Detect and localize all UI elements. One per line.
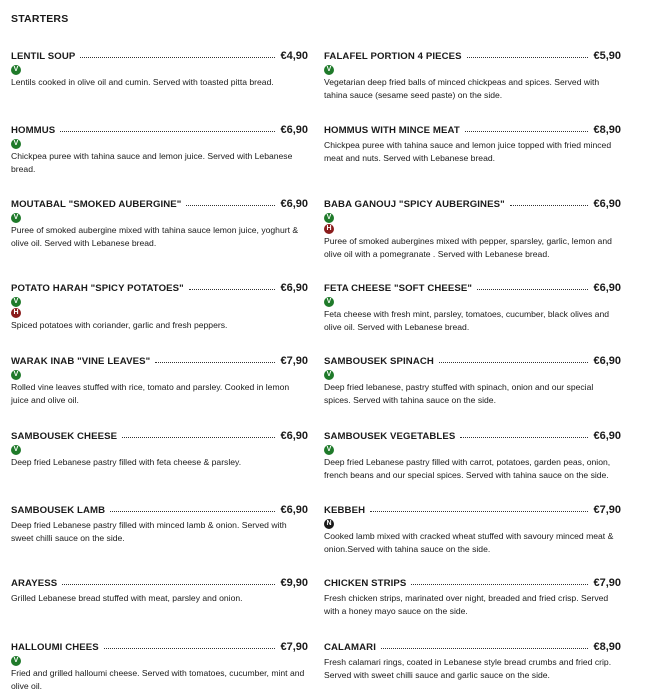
dietary-badges <box>324 370 621 380</box>
menu-item-name: HALLOUMI CHEES <box>11 641 99 653</box>
menu-item-price: €6,90 <box>593 430 621 442</box>
dot-leader <box>381 648 589 649</box>
menu-item-header <box>11 48 308 64</box>
vegetarian-badge-icon: V <box>324 65 334 75</box>
vegetarian-badge-icon: V <box>324 297 334 307</box>
menu-item-name: SAMBOUSEK SPINACH <box>324 355 434 367</box>
vegetarian-badge-icon: V <box>324 213 334 223</box>
vegetarian-badge-icon: V <box>11 445 21 455</box>
dot-leader <box>510 205 589 206</box>
vegetarian-badge-icon: V <box>11 370 21 380</box>
dietary-badges <box>11 139 308 149</box>
dot-leader <box>477 289 588 290</box>
dot-leader <box>465 131 589 132</box>
dot-leader <box>186 205 275 206</box>
menu-item <box>11 639 308 693</box>
menu-item-name: SAMBOUSEK VEGETABLES <box>324 430 456 442</box>
menu-item-price: €7,90 <box>593 504 621 516</box>
menu-item-name: HOMMUS WITH MINCE MEAT <box>324 124 460 136</box>
menu-item-description: Deep fried lebanese, pastry stuffed with spinach, onion and our special spices. Served with tahina sauce on the side. <box>324 382 594 405</box>
dot-leader <box>411 584 588 585</box>
dot-leader <box>60 131 275 132</box>
menu-item <box>324 502 621 556</box>
vegetarian-badge-icon: V <box>11 139 21 149</box>
dot-leader <box>80 57 275 58</box>
menu-item <box>11 122 308 176</box>
vegetarian-badge-icon: V <box>324 370 334 380</box>
menu-item <box>324 353 621 407</box>
menu-item-header <box>324 196 621 212</box>
menu-item-header <box>324 280 621 296</box>
menu-item-header <box>11 502 308 518</box>
dietary-badges <box>11 297 308 318</box>
menu-item-description: Deep fried Lebanese pastry filled with feta cheese & parsley. <box>11 457 242 467</box>
dot-leader <box>370 511 588 512</box>
menu-item-name: FALAFEL PORTION 4 PIECES <box>324 50 462 62</box>
menu-item-price: €6,90 <box>593 355 621 367</box>
dietary-badges <box>324 297 621 307</box>
dot-leader <box>155 362 275 363</box>
menu-item-description: Fried and grilled halloumi cheese. Served with tomatoes, cucumber, mint and olive oil. <box>11 668 305 691</box>
dot-leader <box>110 511 275 512</box>
menu-item-header <box>11 575 308 591</box>
menu-item-price: €7,90 <box>280 355 308 367</box>
menu-item <box>324 122 621 165</box>
menu-item-name: CHICKEN STRIPS <box>324 577 407 589</box>
menu-item-name: KEBBEH <box>324 504 366 516</box>
dot-leader <box>62 584 275 585</box>
menu-item-description: Puree of smoked aubergines mixed with pepper, sparsley, garlic, lemon and olive oil with a pomegranate . Served with Lebanese bread. <box>324 236 612 259</box>
menu-item-description: Grilled Lebanese bread stuffed with meat, parsley and onion. <box>11 593 243 603</box>
menu-item-description: Cooked lamb mixed with cracked wheat stuffed with savoury minced meat & onion.Served with tahina sauce on the side. <box>324 531 614 554</box>
nuts-badge-icon: N <box>324 519 334 529</box>
menu-item-price: €6,90 <box>593 198 621 210</box>
dietary-badges <box>324 519 621 529</box>
vegetarian-badge-icon: V <box>11 297 21 307</box>
menu-item-header <box>324 575 621 591</box>
dietary-badges <box>324 213 621 234</box>
menu-item-header <box>324 353 621 369</box>
menu-item-name: FETA CHEESE "SOFT CHEESE" <box>324 282 473 294</box>
vegetarian-badge-icon: V <box>324 445 334 455</box>
dietary-badges <box>11 656 308 666</box>
menu-item-header <box>11 280 308 296</box>
vegetarian-badge-icon: V <box>11 656 21 666</box>
menu-item-name: HOMMUS <box>11 124 56 136</box>
menu-item-name: MOUTABAL "SMOKED AUBERGINE" <box>11 198 182 210</box>
menu-item-description: Feta cheese with fresh mint, parsley, tomatoes, cucumber, black olives and olive oil. Served with Lebanese bread. <box>324 309 609 332</box>
menu-item-price: €7,90 <box>280 641 308 653</box>
menu-item-price: €6,90 <box>280 124 308 136</box>
dietary-badges <box>11 213 308 223</box>
menu-item-header <box>324 639 621 655</box>
dietary-badges <box>324 445 621 455</box>
menu-item-price: €7,90 <box>593 577 621 589</box>
menu-item <box>11 353 308 407</box>
menu-item-header <box>11 428 308 444</box>
menu-item <box>11 280 308 332</box>
menu-item-description: Deep fried Lebanese pastry filled with carrot, potatoes, garden peas, onion, french beans and our special spices. Served with tahina sauce on the side. <box>324 457 611 480</box>
dietary-badges <box>11 370 308 380</box>
menu-item <box>11 196 308 250</box>
menu-item <box>11 48 308 89</box>
menu-item-description: Fresh chicken strips, marinated over night, breaded and fried crisp. Served with a honey mayo sauce on the side. <box>324 593 609 616</box>
menu-item-name: POTATO HARAH "SPICY POTATOES" <box>11 282 184 294</box>
dietary-badges <box>11 445 308 455</box>
menu-item-price: €5,90 <box>593 50 621 62</box>
section-title: STARTERS <box>11 13 69 25</box>
dot-leader <box>104 648 276 649</box>
dot-leader <box>467 57 589 58</box>
menu-item-price: €8,90 <box>593 641 621 653</box>
hot-badge-icon: H <box>324 224 334 234</box>
vegetarian-badge-icon: V <box>11 65 21 75</box>
menu-item-price: €6,90 <box>280 282 308 294</box>
menu-item-price: €4,90 <box>280 50 308 62</box>
hot-badge-icon: H <box>11 308 21 318</box>
menu-item-header <box>324 502 621 518</box>
menu-item-header <box>11 122 308 138</box>
menu-item <box>324 48 621 102</box>
menu-item <box>324 196 621 261</box>
menu-item-price: €6,90 <box>280 504 308 516</box>
menu-item-name: WARAK INAB "VINE LEAVES" <box>11 355 151 367</box>
dietary-badges <box>11 65 308 75</box>
menu-item-name: CALAMARI <box>324 641 376 653</box>
dietary-badges <box>324 65 621 75</box>
menu-item <box>324 280 621 334</box>
menu-item-description: Vegetarian deep fried balls of minced chickpeas and spices. Served with tahina sauce (sesame seed paste) on the side. <box>324 77 600 100</box>
menu-item-header <box>11 196 308 212</box>
menu-item-description: Spiced potatoes with coriander, garlic and fresh peppers. <box>11 320 228 330</box>
menu-item <box>324 639 621 682</box>
menu-item-price: €9,90 <box>280 577 308 589</box>
menu-item-name: ARAYESS <box>11 577 58 589</box>
menu-item-description: Rolled vine leaves stuffed with rice, tomato and parsley. Cooked in lemon juice and olive oil. <box>11 382 290 405</box>
menu-item-price: €8,90 <box>593 124 621 136</box>
menu-item <box>11 575 308 605</box>
dot-leader <box>460 437 588 438</box>
menu-item-header <box>324 428 621 444</box>
dot-leader <box>189 289 276 290</box>
menu-item-name: LENTIL SOUP <box>11 50 76 62</box>
menu-item-header <box>324 48 621 64</box>
menu-item-description: Lentils cooked in olive oil and cumin. Served with toasted pitta bread. <box>11 77 274 87</box>
menu-item <box>11 428 308 469</box>
menu-item-name: SAMBOUSEK CHEESE <box>11 430 118 442</box>
dot-leader <box>122 437 275 438</box>
menu-item-header <box>11 639 308 655</box>
menu-item-description: Chickpea puree with tahina sauce and lemon juice. Served with Lebanese bread. <box>11 151 293 174</box>
menu-item-name: BABA GANOUJ "SPICY AUBERGINES" <box>324 198 505 210</box>
menu-item-description: Puree of smoked aubergine mixed with tahina sauce lemon juice, yoghurt & olive oil. Served with Lebanese bread. <box>11 225 299 248</box>
menu-item-name: SAMBOUSEK LAMB <box>11 504 106 516</box>
menu-item-description: Deep fried Lebanese pastry filled with minced lamb & onion. Served with sweet chilli sauce on the side. <box>11 520 287 543</box>
menu-item-price: €6,90 <box>280 198 308 210</box>
menu-item <box>11 502 308 545</box>
menu-item-description: Fresh calamari rings, coated in Lebanese style bread crumbs and fried crip. Served with sweet chilli sauce and garlic sauce on the side. <box>324 657 612 680</box>
menu-item-price: €6,90 <box>280 430 308 442</box>
menu-item-header <box>11 353 308 369</box>
menu-item <box>324 428 621 482</box>
menu-item-header <box>324 122 621 138</box>
menu-item-description: Chickpea puree with tahina sauce and lemon juice topped with fried minced meat and nuts. Served with Lebanese bread. <box>324 140 612 163</box>
vegetarian-badge-icon: V <box>11 213 21 223</box>
dot-leader <box>439 362 589 363</box>
menu-item <box>324 575 621 618</box>
menu-item-price: €6,90 <box>593 282 621 294</box>
